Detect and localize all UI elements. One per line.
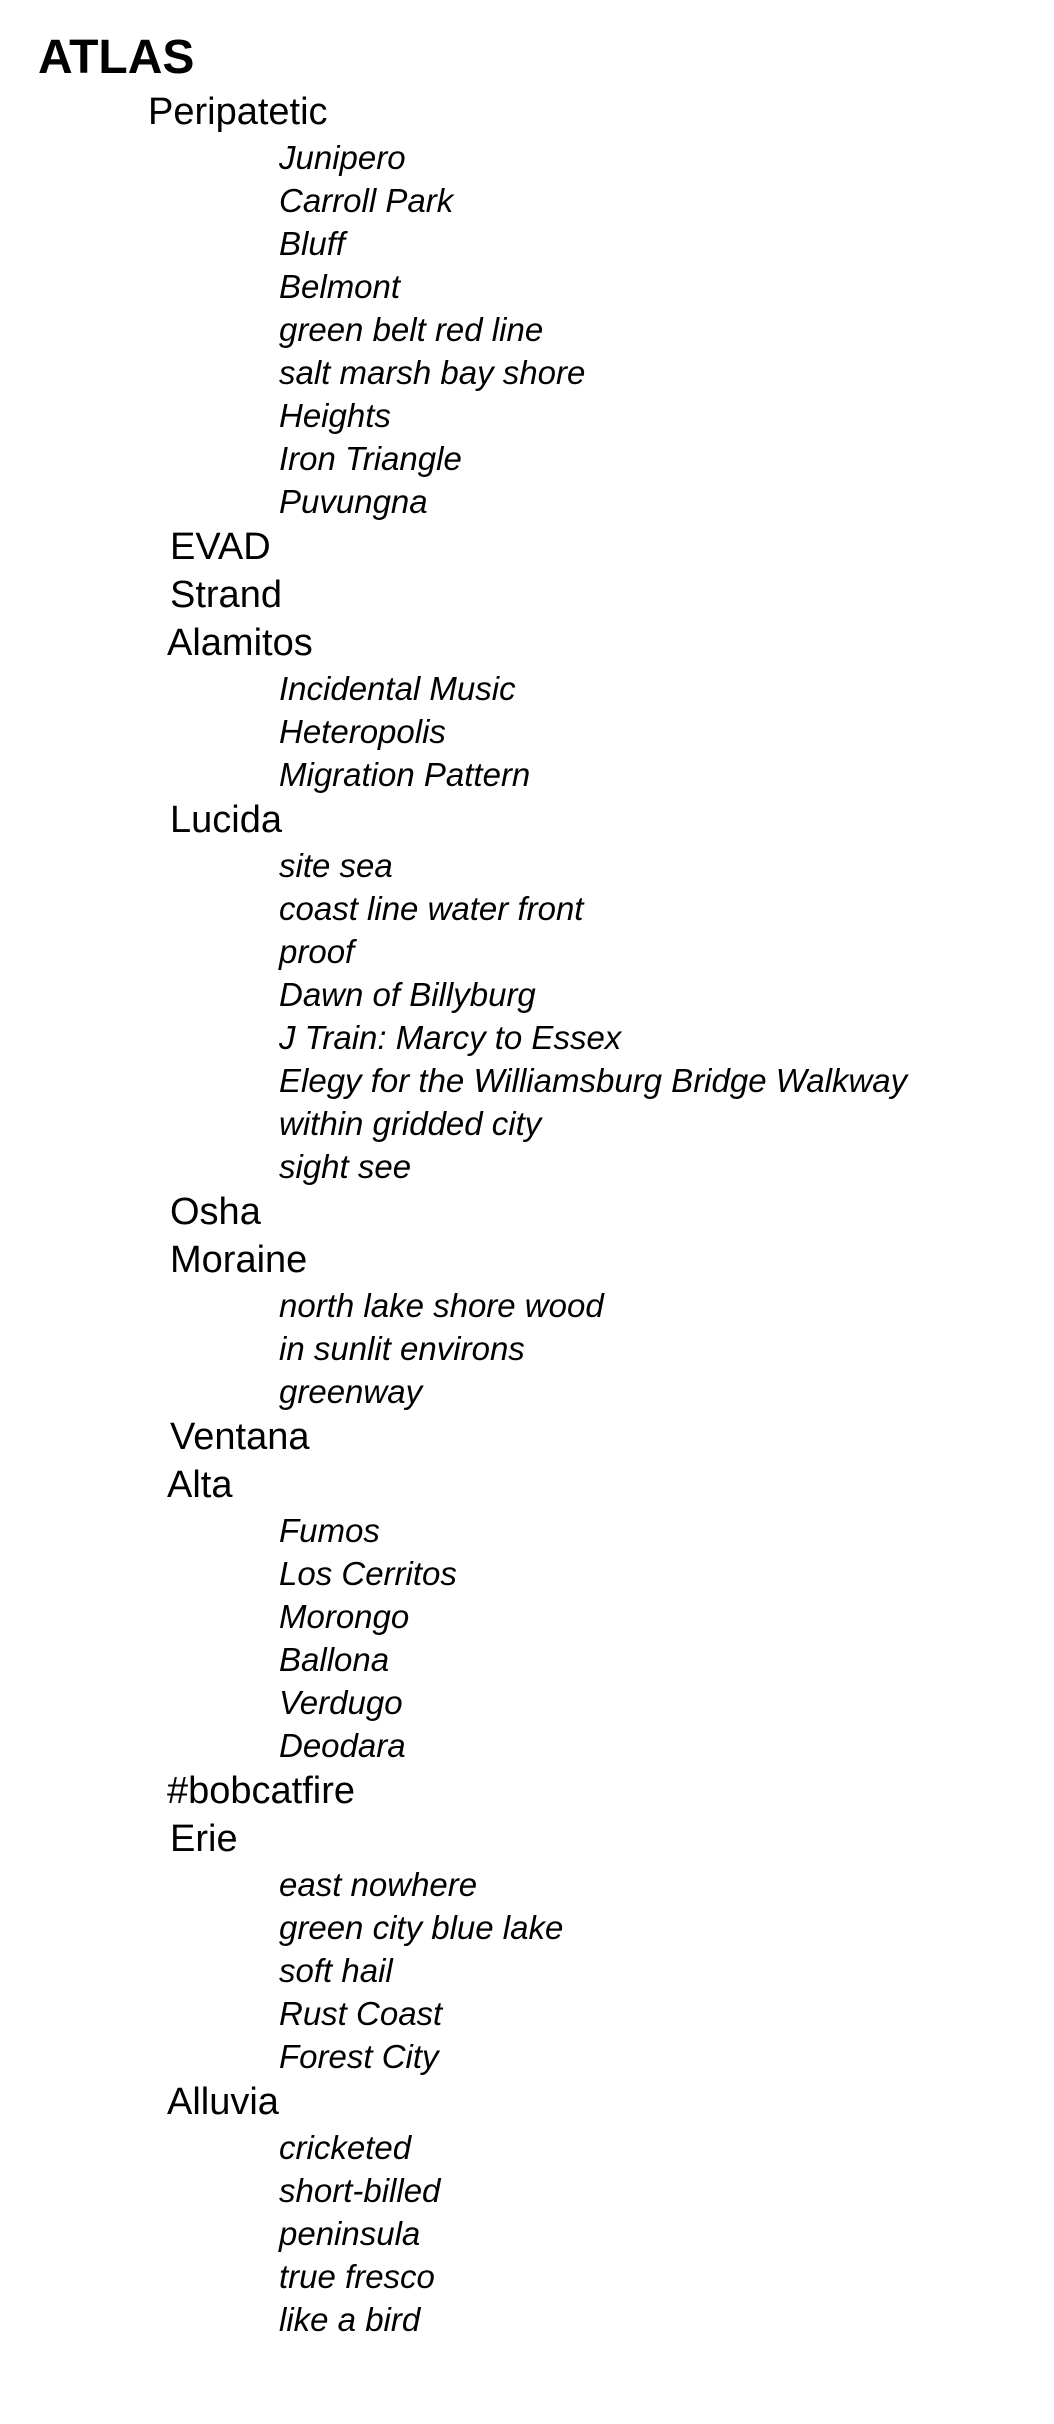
section: [38, 619, 1038, 796]
section-title: Osha: [170, 1191, 261, 1233]
list-item: proof: [279, 933, 355, 970]
list-item: soft hail: [279, 1952, 393, 1989]
atlas-outline: [38, 28, 1038, 2341]
list-item: like a bird: [279, 2301, 421, 2338]
section-title: Alamitos: [167, 622, 313, 664]
section: [38, 1413, 1038, 1461]
list-item: east nowhere: [279, 1866, 478, 1903]
list-item: Incidental Music: [279, 670, 516, 707]
list-item: Iron Triangle: [279, 440, 462, 477]
list-item: short-billed: [279, 2172, 441, 2209]
section-title: Moraine: [170, 1239, 308, 1281]
section: [38, 1815, 1038, 2078]
section-items: [38, 136, 1038, 523]
list-item: Ballona: [279, 1641, 390, 1678]
list-item: Morongo: [279, 1598, 410, 1635]
list-item: greenway: [279, 1373, 423, 1410]
list-item: green belt red line: [279, 311, 544, 348]
section: [38, 1236, 1038, 1413]
list-item: Rust Coast: [279, 1995, 443, 2032]
list-item: peninsula: [279, 2215, 421, 2252]
list-item: in sunlit environs: [279, 1330, 525, 1367]
section-items: [38, 1863, 1038, 2078]
list-item: Heteropolis: [279, 713, 446, 750]
list-item: J Train: Marcy to Essex: [279, 1019, 622, 1056]
section-title: Lucida: [170, 799, 282, 841]
section: [38, 1767, 1038, 1815]
list-item: Bluff: [279, 225, 346, 262]
section: [38, 1188, 1038, 1236]
list-item: sight see: [279, 1148, 412, 1185]
list-item: Belmont: [279, 268, 401, 305]
section-title: Strand: [170, 574, 282, 616]
section-items: [38, 844, 1038, 1188]
section: [38, 571, 1038, 619]
section-list: [38, 88, 1038, 2341]
list-item: salt marsh bay shore: [279, 354, 586, 391]
list-item: Forest City: [279, 2038, 439, 2075]
section-title: Alta: [167, 1464, 233, 1506]
section-title: Alluvia: [167, 2081, 279, 2123]
list-item: Los Cerritos: [279, 1555, 457, 1592]
list-item: Migration Pattern: [279, 756, 531, 793]
list-item: Verdugo: [279, 1684, 403, 1721]
section-items: [38, 1284, 1038, 1413]
section: [38, 1461, 1038, 1767]
list-item: Puvungna: [279, 483, 428, 520]
list-item: Fumos: [279, 1512, 380, 1549]
list-item: Dawn of Billyburg: [279, 976, 536, 1013]
list-item: Junipero: [279, 139, 406, 176]
list-item: coast line water front: [279, 890, 584, 927]
list-item: Heights: [279, 397, 391, 434]
page-title: ATLAS: [38, 31, 195, 84]
section-title: #bobcatfire: [167, 1770, 356, 1812]
section-title: Erie: [170, 1818, 238, 1860]
list-item: green city blue lake: [279, 1909, 564, 1946]
section: [38, 88, 1038, 523]
section-title: Peripatetic: [148, 91, 328, 133]
section-items: [38, 667, 1038, 796]
list-item: north lake shore wood: [279, 1287, 604, 1324]
section-items: [38, 2126, 1038, 2341]
list-item: Carroll Park: [279, 182, 454, 219]
section-items: [38, 1509, 1038, 1767]
section-title: Ventana: [170, 1416, 310, 1458]
list-item: Deodara: [279, 1727, 406, 1764]
list-item: site sea: [279, 847, 393, 884]
section: [38, 796, 1038, 1188]
list-item: cricketed: [279, 2129, 412, 2166]
section: [38, 523, 1038, 571]
list-item: within gridded city: [279, 1105, 542, 1142]
section-title: EVAD: [170, 526, 271, 568]
list-item: Elegy for the Williamsburg Bridge Walkway: [279, 1062, 908, 1099]
list-item: true fresco: [279, 2258, 435, 2295]
section: [38, 2078, 1038, 2341]
